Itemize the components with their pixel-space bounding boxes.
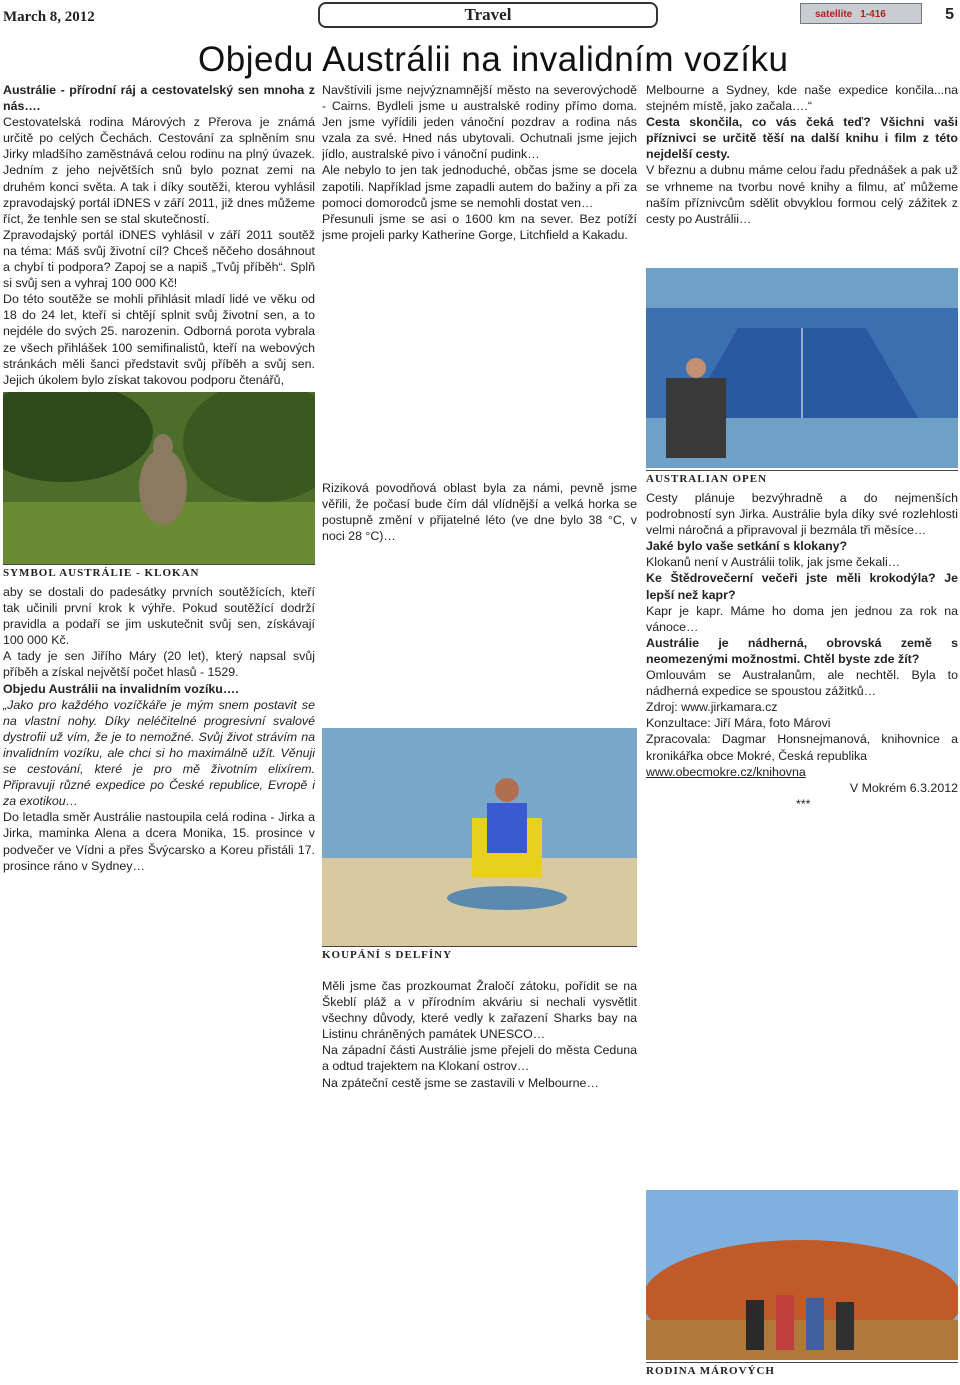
north-paragraph: Přesunuli jsme se asi o 1600 km na sever. Bez potíží jsme projeli parky Katherine Gorge, Litchfield a Kakadu. [322,211,637,242]
column-1 [3,82,315,432]
column-2-b [322,480,637,725]
question-live-there: Austrálie je nádherná, obrovská země s neomezenými možnostmi. Chtěl byste zde žít? [646,635,958,666]
australian-open-photo [646,268,958,468]
shark-bay-paragraph: Měli jsme čas prozkoumat Žraločí zátoku, pořídit se na Škeblí pláž a v přírodním akváriu si nechali vysvětlit všechny důvody, které vedly k zařazení Sharks bay na Listinu chráněných památek UNESCO… [322,979,637,1042]
column-3-b [646,490,958,1120]
consultation-line: Konzultace: Jiří Mára, foto Márovi [646,716,831,731]
answer-live-there: Omlouvám se Australanům, ale nechtěl. Byla to nádherná expedice se spoustou zážitků… [646,668,958,699]
dream-quote: „Jako pro každého vozíčkáře je mým snem postavit se na vlastní nohy. Díky neléčitelné progresivní svalové dystrofii už vím, že je to nemožné. Svůj život strávím na invalidním vozíku, ale chci si ho maximálně užít. Věnuji se cestování, které je pro mě životním elixírem. Připravuji různé expedice po České republice, Evropě i za exotikou… [3,697,315,809]
source-line: Zdroj: www.jirkamara.cz [646,700,778,715]
contest-result-paragraph: aby se dostali do padesátky prvních soutěžících, kteří tak učinili první krok k výhře. Pokud soutěžící dodrží pravidla a podaří se jim uskutečnit svůj sen, získávají 100 000 Kč. [3,585,315,648]
winner-paragraph: A tady je sen Jiřího Máry (20 let), který napsal svůj příběh a získal největší počet hlasů - 1529. [3,649,315,680]
kangaroo-island-paragraph: Na západní části Austrálie jsme přejeli do města Ceduna a odtud trajektem na Klokaní ostrov… [322,1043,637,1074]
answer-next: V březnu a dubnu máme celou řadu přednášek a pak už se vrhneme na tvorbu nové knihy a filmu, ať můžeme naším příznivcům sdělit obvyklou formou celý zážitek z cesty po Austrálii… [646,163,958,226]
column-3 [646,82,958,262]
intro-paragraph: Cestovatelská rodina Márových z Přerova je známá určitě po celých Čechách. Cestování za splněním snu Jirky mladšího zaměstnává celou rodinu na plný úvazek. Jedním z jeho největších snů bylo poznat zemi na druhém konci světa. A tak i díky soutěži, kterou vyhlásil zpravodajský portál iDNES v září 2011, již dnes můžeme říct, že tenhle sen se stal skutečností. [3,115,315,226]
question-kangaroos: Jaké bylo vaše setkání s klokany? [646,539,848,554]
section-label: Travel [318,2,658,28]
column-2-c [322,978,637,1382]
family-caption: RODINA MÁROVÝCH [646,1362,958,1377]
column-1-continued [3,584,315,1382]
contest-paragraph: Zpravodajský portál iDNES vyhlásil v září 2011 soutěž na téma: Máš svůj životní cíl? Chceš něčeho dosáhnout a chybí ti podpora? Zapoj se a napiš „Tvůj příběh“. Splň si svůj sen a vyhraj 100 000 Kč! [3,227,315,291]
answer-kangaroos: Klokanů není v Austrálii tolik, jak jsme čekali… [646,555,901,570]
melbourne-paragraph: Na zpáteční cestě jsme se zastavili v Melbourne… [322,1075,599,1090]
article-title: Objedu Austrálii na invalidním vozíku [198,40,789,79]
australian-open-caption: AUSTRALIAN OPEN [646,470,958,485]
rules-paragraph: Do této soutěže se mohli přihlásit mladí lidé ve věku od 18 do 24 let, kteří si chtějí splnit svůj životní sen, a to nejdéle do svých 25. narozenin. Odborná porota vybrala ze všech přihlášek 100 semifinalistů, kteří na webových stránkách měli šanci představit svůj příběh a svůj sen. Jejich úkolem bylo získat takovou podporu čtenářů, [3,292,315,387]
issue-date: March 8, 2012 [3,9,95,25]
column-2 [322,82,637,466]
library-link[interactable]: www.obecmokre.cz/knihovna [646,764,806,779]
cairns-paragraph: Navštívili jsme nejvýznamnější město na severovýchodě - Cairns. Bydleli jsme u australské rodiny přímo doma. Jen jsme vyřídili jeden vánoční pozdrav a rodina nás vzala za své. Hned nás ubytovali. Ochutnali jsme jejich jídlo, australské pivo i vánoční pudink… [322,83,637,162]
flood-paragraph: Riziková povodňová oblast byla za námi, pevně jsme věřili, že počasí bude čím dál vlídnější a velká horka se postupně změní v přijatelné léto (ve dne bylo 38 °C, v noci 28 °C)… [322,481,637,544]
uluru-family-photo [646,1190,958,1360]
page-header [0,0,960,40]
answer-crocodile: Kapr je kapr. Máme ho doma jen jednou za rok na vánoce… [646,603,958,634]
dolphin-caption: KOUPÁNÍ S DELFÍNY [322,946,637,961]
stars-divider: *** [796,796,811,811]
satellite-logo: satellite 1-416 [800,3,922,24]
question-crocodile: Ke Štědrovečerní večeři jste měli krokodýla? Je lepší než kapr? [646,571,958,602]
dream-heading: Objedu Austrálii na invalidním vozíku…. [3,681,239,696]
signoff-line: V Mokrém 6.3.2012 [849,780,958,795]
kangaroo-photo [3,392,315,564]
dolphin-swim-photo [322,728,637,946]
question-next: Cesta skončila, co vás čeká teď? Všichni vaši příznivci se určitě těší na další knihu i film z této nejdelší cesty. [646,115,958,162]
lead-heading: Austrálie - přírodní ráj a cestovatelský sen mnoha z nás…. [3,83,315,114]
departure-paragraph: Do letadla směr Austrálie nastoupila celá rodina - Jirka a Jirka, maminka Alena a dcera Monika, 15. prosince v podvečer ve Vídni a přes Švýcarsko a Koreu přistáli 17. prosince ráno v Sydney… [3,810,315,873]
swamp-paragraph: Ale nebylo to jen tak jednoduché, občas jsme se docela zapotili. Například jsme zapadli autem do bažiny a při za pomoci domorodců jsme se nemohli dostat ven… [322,163,637,210]
author-line: Zpracovala: Dagmar Honsnejmanová, knihovnice a kronikářka obce Mokré, Česká republika [646,732,958,763]
planning-paragraph: Cesty plánuje bezvýhradně a do nejmenších podrobností syn Jirka. Austrálie byla díky své rozlehlosti velmi náročná a připravoval ji bezmála tři měsíce… [646,491,958,538]
page-number: 5 [945,6,954,23]
kangaroo-caption: SYMBOL AUSTRÁLIE - KLOKAN [3,564,315,579]
ending-paragraph: Melbourne a Sydney, kde naše expedice končila...na stejném místě, jako začala….“ [646,83,958,114]
